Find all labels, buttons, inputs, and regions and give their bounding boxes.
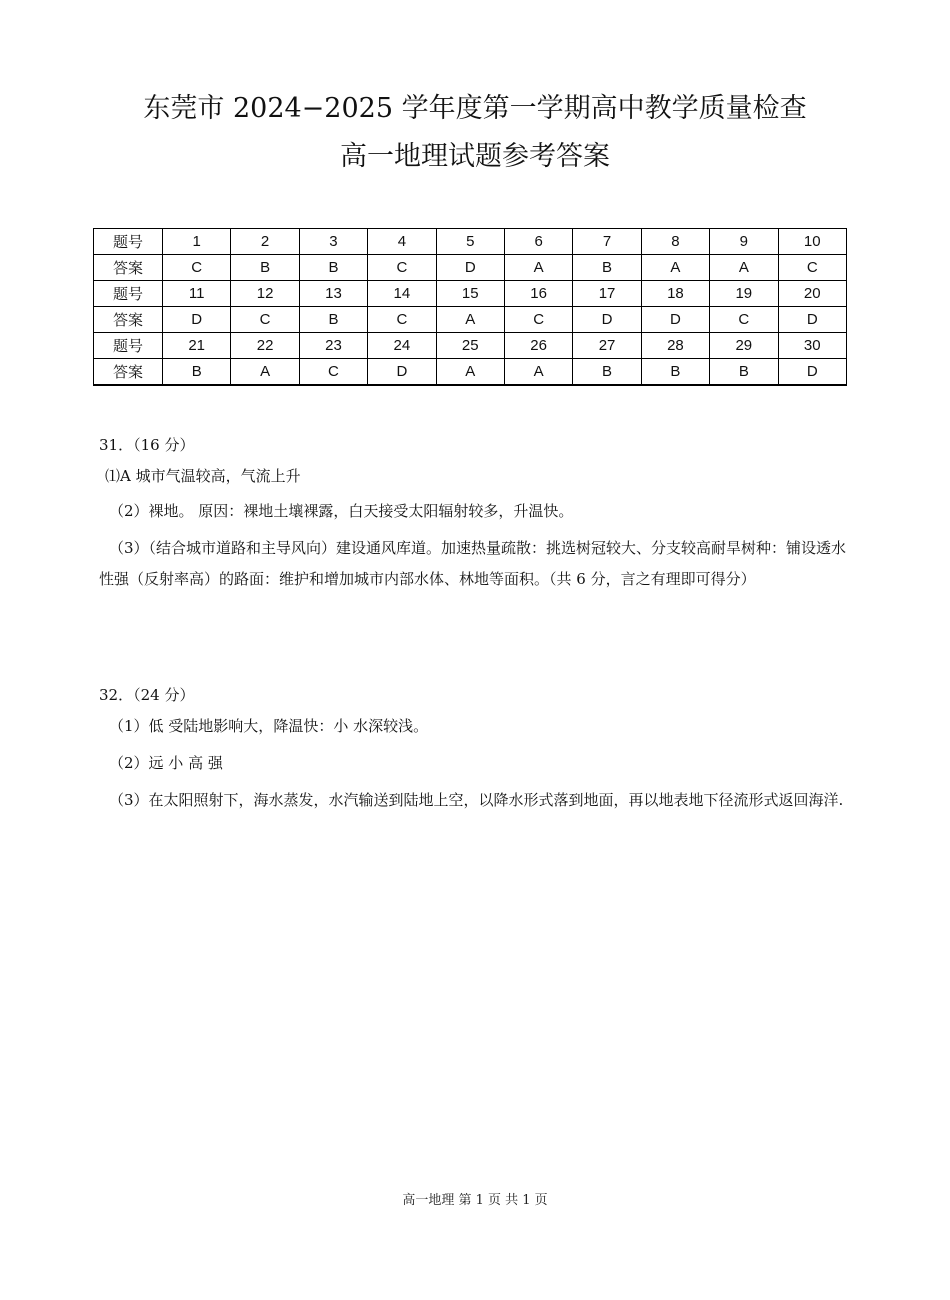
page-footer: 高一地理 第 1 页 共 1 页 (402, 1193, 548, 1208)
answer-table-cell: 26 (504, 333, 572, 359)
answer-table-cell: 24 (368, 333, 436, 359)
answer-table-row-label: 答案 (94, 359, 163, 386)
question-31-part-2: （2）裸地。 原因：裸地土壤裸露，白天接受太阳辐射较多，升温快。 (109, 502, 574, 520)
answer-table-cell: C (368, 255, 436, 281)
answer-table-cell: 3 (299, 229, 367, 255)
answer-table-cell: A (641, 255, 709, 281)
answer-table-row (94, 255, 847, 281)
answer-table-cell: 11 (163, 281, 231, 307)
answer-table-cell: B (641, 359, 709, 386)
question-31-part-1: ⑴A 城市气温较高，气流上升 (105, 467, 301, 485)
question-32-part-1: （1）低 受陆地影响大，降温快：小 水深较浅。 (109, 717, 429, 735)
answer-table-cell: 2 (231, 229, 299, 255)
answer-table-cell: D (573, 307, 641, 333)
answer-table-cell: C (299, 359, 367, 386)
answer-table-cell: C (368, 307, 436, 333)
answer-table-cell: 21 (163, 333, 231, 359)
answer-table-row (94, 333, 847, 359)
answer-table-row-label: 题号 (94, 333, 163, 359)
answer-table-cell: 6 (504, 229, 572, 255)
document-subtitle: 高一地理试题参考答案 (340, 141, 610, 172)
answer-table-cell: 25 (436, 333, 504, 359)
answer-table-cell: 1 (163, 229, 231, 255)
answer-table-cell: C (504, 307, 572, 333)
answer-table-cell: 9 (710, 229, 778, 255)
answer-table-cell: 7 (573, 229, 641, 255)
answer-table-cell: 15 (436, 281, 504, 307)
answer-table-cell: D (368, 359, 436, 386)
answer-table-cell: D (778, 359, 846, 386)
answer-table-cell: B (573, 255, 641, 281)
answer-table-cell: 19 (710, 281, 778, 307)
answer-table-cell: D (641, 307, 709, 333)
answer-table-row-label: 答案 (94, 307, 163, 333)
answer-table-cell: A (436, 307, 504, 333)
answer-table (93, 228, 847, 386)
question-31-heading: 31．（16 分） (99, 436, 195, 454)
question-32-part-3: （3）在太阳照射下，海水蒸发，水汽输送到陆地上空，以降水形式落到地面，再以地表地下径流形式返回海洋. (109, 791, 844, 809)
answer-table-cell: 13 (299, 281, 367, 307)
answer-table-row-label: 答案 (94, 255, 163, 281)
document-title: 东莞市 2024−2025 学年度第一学期高中教学质量检查 (143, 93, 807, 124)
answer-table-row-label: 题号 (94, 281, 163, 307)
answer-table-cell: B (299, 255, 367, 281)
answer-table-row (94, 359, 847, 386)
answer-table-cell: C (231, 307, 299, 333)
answer-table-cell: B (231, 255, 299, 281)
answer-table-row (94, 229, 847, 255)
answer-table-cell: 18 (641, 281, 709, 307)
answer-table-cell: C (163, 255, 231, 281)
answer-table-cell: 29 (710, 333, 778, 359)
answer-table-cell: D (778, 307, 846, 333)
answer-table-cell: 12 (231, 281, 299, 307)
answer-table-cell: 27 (573, 333, 641, 359)
question-31-part-3: （3）（结合城市道路和主导风向）建设通风库道。加速热量疏散：挑选树冠较大、分支较高耐旱树种：铺设透水性强（反射率高）的路面：维护和增加城市内部水体、林地等面积。（共 6 分，言之有理即可得分） (99, 539, 847, 588)
answer-table-cell: 30 (778, 333, 846, 359)
answer-table-cell: 20 (778, 281, 846, 307)
answer-table-row (94, 281, 847, 307)
answer-table-cell: 17 (573, 281, 641, 307)
answer-table-cell: D (163, 307, 231, 333)
answer-table-cell: 28 (641, 333, 709, 359)
answer-table-cell: 14 (368, 281, 436, 307)
answer-table-row (94, 307, 847, 333)
answer-table-cell: B (710, 359, 778, 386)
answer-table-cell: C (710, 307, 778, 333)
answer-table-cell: 4 (368, 229, 436, 255)
answer-table-cell: C (778, 255, 846, 281)
answer-table-cell: B (573, 359, 641, 386)
answer-table-cell: B (299, 307, 367, 333)
answer-table-cell: A (436, 359, 504, 386)
answer-table-cell: B (163, 359, 231, 386)
question-32-part-2: （2）远 小 高 强 (109, 754, 223, 772)
answer-table-cell: 23 (299, 333, 367, 359)
answer-table-cell: A (231, 359, 299, 386)
answer-table-cell: A (504, 359, 572, 386)
answer-table-cell: 10 (778, 229, 846, 255)
answer-table-cell: A (504, 255, 572, 281)
answer-table-cell: 16 (504, 281, 572, 307)
answer-table-cell: A (710, 255, 778, 281)
question-31 (99, 430, 859, 595)
question-32 (99, 680, 859, 816)
question-32-heading: 32．（24 分） (99, 686, 195, 704)
answer-table-cell: D (436, 255, 504, 281)
answer-table-cell: 8 (641, 229, 709, 255)
answer-table-cell: 22 (231, 333, 299, 359)
answer-table-row-label: 题号 (94, 229, 163, 255)
answer-table-cell: 5 (436, 229, 504, 255)
